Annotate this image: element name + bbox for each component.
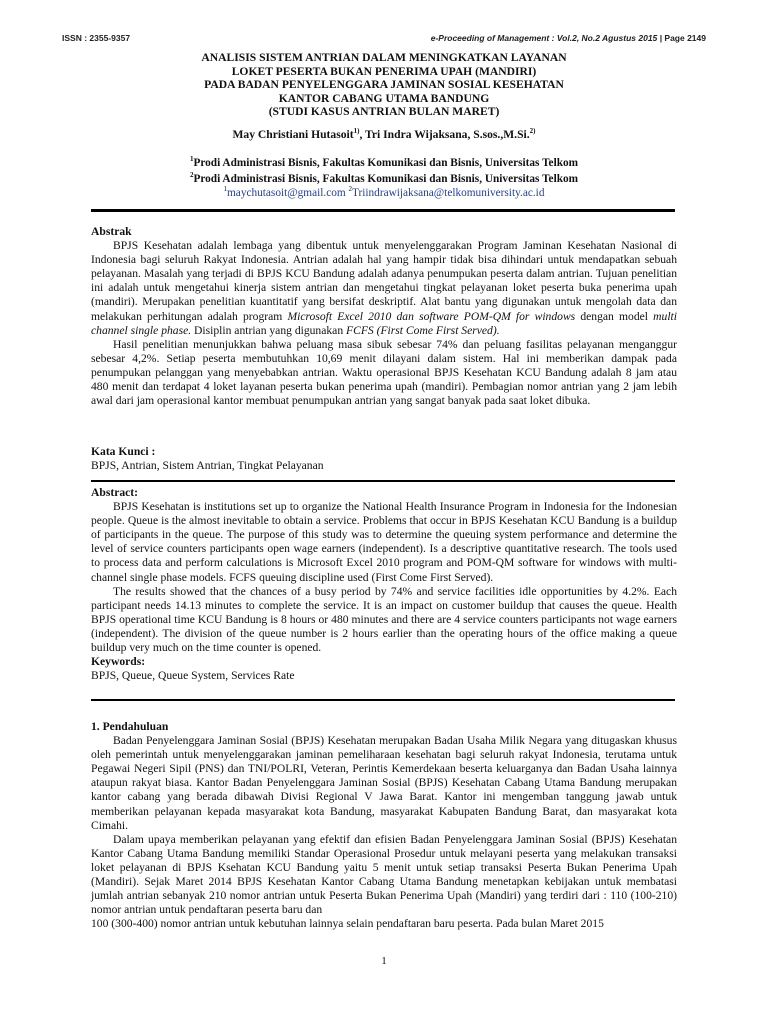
kata-kunci-text: BPJS, Antrian, Sistem Antrian, Tingkat Pelayanan	[91, 459, 324, 473]
author-emails	[0, 187, 768, 199]
abstrak-text: BPJS Kesehatan adalah lembaga yang dibentuk untuk menyelenggarakan Program Jaminan Kesehatan Nasional di Indonesia bagi seluruh Rakyat Indonesia. Antrian adalah hal yang hampir tidak bisa dihindari untuk mendapatkan sebuah pelayanan. Masalah yang terjadi di BPJS KCU Bandung adalah adanya penumpukan peserta dalam antrian. Tujuan penelitian ini adalah untuk mengetahui kinerja sistem antrian dan mengetahui tingkat pelayanan loket peserta buka penerima upah (mandiri). Merupakan penelitian kuantitatif yang bersifat deskriptif. Alat bantu yang digunakan untuk mengolah data dan melakukan perhitungan adalah program	[91, 239, 677, 323]
author-list	[0, 128, 768, 141]
author-separator: ,	[359, 128, 366, 141]
abstract-paragraph-1: BPJS Kesehatan is institutions set up to organize the National Health Insurance Program in Indonesia for the Indonesian people. Queue is the almost inevitable to obtain a service. Problems that occur in BPJS Kesehatan KCU Bandung is a buildup of participants in the queue. The purpose of this study was to determine the queuing system performance and determine the level of service counters participants open wage earners (independent). Is a descriptive quantitative research. The tools used to process data and perform calculations is Microsoft Excel 2010 program and POM-QM software for windows with multi-channel single phase models. FCFS queuing discipline used (First Come First Served).	[91, 500, 677, 584]
affiliations	[0, 156, 768, 187]
page-label: Page 2149	[664, 33, 706, 43]
kata-kunci-heading: Kata Kunci :	[91, 445, 156, 458]
title-line: ANALISIS SISTEM ANTRIAN DALAM MENINGKATKAN LAYANAN	[201, 51, 567, 64]
kata-kunci-section	[91, 445, 677, 473]
abstract-english-section	[91, 486, 677, 683]
email-1-link[interactable]: maychutasoit@gmail.com	[227, 187, 346, 199]
author-2-mark: 2)	[529, 127, 536, 136]
author-1-mark: 1)	[353, 127, 360, 136]
pendahuluan-paragraph-2: Dalam upaya memberikan pelayanan yang efektif dan efisien Badan Penyelenggara Jaminan Sosial (BPJS) Kesehatan Kantor Cabang Utama Bandung memiliki Standar Operasional Prosedur untuk melayani peserta yang melakukan transaksi loket pelayanan di BPJS Ksehatan KCU Bandung yaitu 5 menit untuk setiap transaksi Peserta Bukan Penerima Upah (Mandiri). Sejak Maret 2014 BPJS Kesehatan Kantor Cabang Utama Bandung menetapkan kebijakan untuk membatasi jumlah antrian sebanyak 210 nomor antrian untuk Peserta Bukan Penerima Upah (Mandiri) yang terdiri dari : 110 (100-210) nomor antrian untuk pendaftaran peserta baru dan	[91, 832, 677, 917]
title-line: LOKET PESERTA BUKAN PENERIMA UPAH (MANDIRI)	[231, 64, 537, 78]
keywords-heading: Keywords:	[91, 655, 146, 669]
affiliation-2-text: Prodi Administrasi Bisnis, Fakultas Komunikasi dan Bisnis, Universitas Telkom	[193, 172, 579, 185]
email-1-mark: 1	[223, 185, 228, 194]
pendahuluan-heading: 1. Pendahuluan	[91, 720, 169, 733]
affiliation-1-text: Prodi Administrasi Bisnis, Fakultas Komunikasi dan Bisnis, Universitas Telkom	[193, 157, 579, 169]
author-1: May Christiani Hutasoit	[232, 128, 354, 141]
section-divider	[91, 699, 675, 701]
pendahuluan-paragraph-3: 100 (300-400) nomor antrian untuk kebutuhan lainnya selain pendaftaran baru peserta. Pada bulan Maret 2015	[91, 917, 604, 931]
paper-title	[0, 51, 768, 119]
affiliation-2	[0, 172, 768, 188]
pendahuluan-paragraph-1: Badan Penyelenggara Jaminan Sosial (BPJS) Kesehatan merupakan Badan Usaha Milik Negara yang ditugaskan khusus oleh pemerintah untuk menyelenggarakan jaminan pemeliharaan kesehatan bagi seluruh rakyat Indonesia, terutama untuk Pegawai Negeri Sipil (PNS) dan TNI/POLRI, Veteran, Perintis Kemerdekaan beserta keluarganya dan Badan Usaha lainnya ataupun rakyat biasa. Kantor Badan Penyelenggara Jaminan Sosial (BPJS) Kesehatan Cabang Utama Bandung merupakan kantor cabang yang berada dibawah Divisi Regional V Jawa Barat. Kantor ini mengemban tanggung jawab untuk memberikan pelayanan kepada masyarakat kota Bandung, masyarakat Kabupaten Bandung Barat, dan masyarakat kota Cimahi.	[91, 734, 677, 832]
abstrak-heading: Abstrak	[91, 225, 132, 238]
title-line: KANTOR CABANG UTAMA BANDUNG	[278, 91, 490, 105]
author-2: Tri Indra Wijaksana, S.sos.,M.Si.	[365, 128, 530, 141]
pendahuluan-section	[91, 720, 677, 931]
issn-header: ISSN : 2355-9357	[62, 33, 131, 43]
abstrak-paragraph-1	[91, 239, 677, 338]
title-line: PADA BADAN PENYELENGGARA JAMINAN SOSIAL KESEHATAN	[204, 78, 564, 92]
keywords-text: BPJS, Queue, Queue System, Services Rate	[91, 669, 295, 683]
affiliation-2-mark: 2	[189, 170, 194, 179]
affiliation-1	[0, 156, 768, 172]
abstrak-text: dengan model	[575, 309, 654, 323]
email-2-mark: 2	[348, 185, 352, 194]
abstrak-section	[91, 225, 677, 408]
abstract-heading: Abstract:	[91, 486, 139, 499]
abstract-paragraph-2: The results showed that the chances of a busy period by 74% and service facilities idle opportunities by 4.2%. Each participant needs 14.13 minutes to complete the service. It is an impact on customer buildup that causes the queue. Health BPJS operational time KCU Bandung is 8 hours or 480 minutes and there are 4 service counters participants not wage earners (independent). The division of the queue number is 2 hours earlier than the operating hours of the office making a queue buildup very much on the time counter is opened.	[91, 584, 677, 655]
email-2-link[interactable]: Triindrawijaksana@telkomuniversity.ac.id	[351, 187, 545, 199]
proceeding-header	[431, 33, 706, 43]
abstrak-paragraph-2: Hasil penelitian menunjukkan bahwa peluang masa sibuk sebesar 74% dan peluang fasilitas pelayanan menganggur sebesar 4,2%. Setiap peserta membutuhkan 10,69 menit dilayani dalam sistem. Hal ini memberikan dampak pada penumpukan pelanggan yang menyebabkan antrian. Waktu operasional BPJS Kesehatan KCU Bandung adalah 8 jam atau 480 menit dan terdapat 4 loket layanan peserta bukan penerima upah (mandiri). Pembagian nomor antrian yang 2 jam lebih awal dari jam operasional kantor membuat penumpukan antrian yang sangat banyak pada saat loket dibuka.	[91, 337, 677, 408]
abstrak-model-italic: multi channel single phase.	[91, 309, 677, 337]
abstrak-text: Disiplin antrian yang digunakan	[191, 323, 347, 337]
abstrak-software-italic: Microsoft Excel 2010 dan software POM-QM for windows	[287, 309, 576, 323]
header-divider	[91, 209, 675, 212]
page-number: 1	[381, 955, 387, 967]
title-line: (STUDI KASUS ANTRIAN BULAN MARET)	[268, 105, 500, 119]
section-divider	[91, 480, 675, 482]
abstrak-fcfs-italic: FCFS (First Come First Served).	[346, 323, 500, 337]
proceeding-name: e-Proceeding of Management : Vol.2, No.2 Agustus 2015 |	[430, 33, 663, 43]
affiliation-1-mark: 1	[189, 155, 194, 164]
